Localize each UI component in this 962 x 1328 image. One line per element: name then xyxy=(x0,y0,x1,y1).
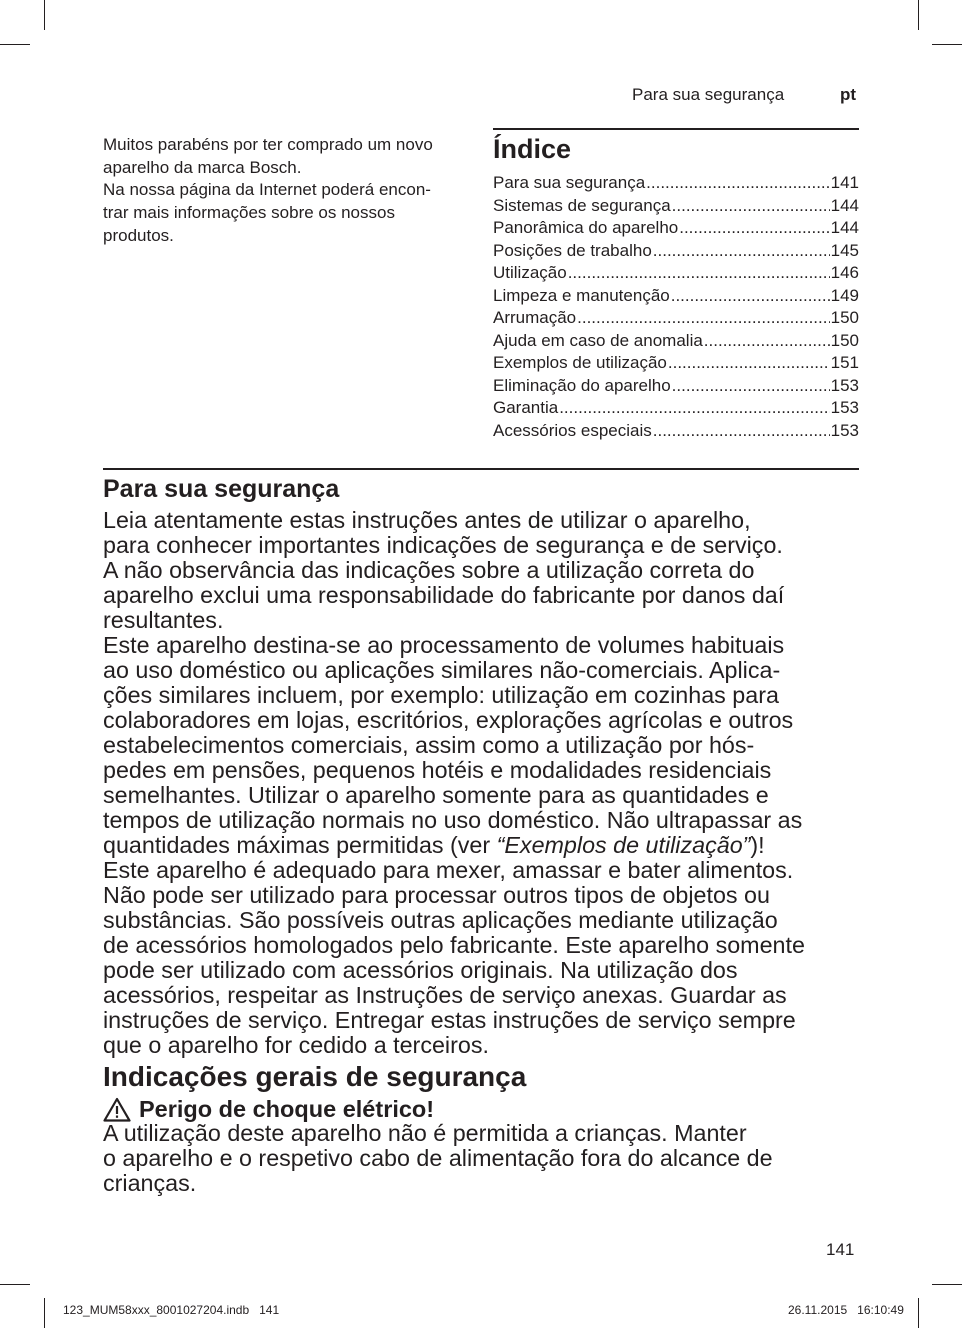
toc-entry[interactable] xyxy=(493,398,859,421)
text-line: colaboradores em lojas, escritórios, explorações agrícolas e outros xyxy=(103,707,794,733)
text-line: substâncias. São possíveis outras aplicações mediante utilização xyxy=(103,907,778,933)
toc-entry-label: Posições de trabalho xyxy=(493,240,652,260)
text-line: pode ser utilizado com acessórios originais. Na utilização dos xyxy=(103,957,738,983)
toc-leader-dots xyxy=(672,196,830,216)
text-line: resultantes. xyxy=(103,607,224,633)
toc-entry[interactable] xyxy=(493,353,859,376)
crop-mark xyxy=(932,44,962,45)
text-line: para conhecer importantes indicações de segurança e de serviço. xyxy=(103,532,783,558)
crop-mark xyxy=(0,1284,30,1285)
text-line: instruções de serviço. Entregar estas instruções de serviço sempre xyxy=(103,1007,796,1033)
toc-entry-label: Sistemas de segurança xyxy=(493,195,671,215)
crop-mark xyxy=(918,1298,919,1328)
text-line: Na nossa página da Internet poderá encon- xyxy=(103,180,431,200)
text-line: Não pode ser utilizado para processar outros tipos de objetos ou xyxy=(103,882,770,908)
text-line xyxy=(103,833,805,858)
text-line: aparelho exclui uma responsabilidade do fabricante por danos daí xyxy=(103,582,785,608)
toc-entry-page: 149 xyxy=(830,285,859,305)
running-header-language: pt xyxy=(840,85,857,104)
running-header-section: Para sua segurança xyxy=(632,85,785,104)
text-line: A utilização deste aparelho não é permitida a crianças. Manter xyxy=(103,1120,747,1146)
toc-entry-label: Exemplos de utilização xyxy=(493,353,667,372)
toc-entry-page: 151 xyxy=(830,353,859,372)
warning-text: Perigo de choque elétrico! xyxy=(139,1096,435,1122)
toc-entry-label: Arrumação xyxy=(493,308,577,327)
text-line: Este aparelho é adequado para mexer, amassar e bater alimentos. xyxy=(103,857,794,883)
toc-entry[interactable] xyxy=(493,218,859,241)
table-of-contents xyxy=(493,128,859,443)
crop-mark xyxy=(44,1298,45,1328)
intro-text xyxy=(103,134,473,248)
toc-title: Índice xyxy=(493,134,572,164)
text-span: )! xyxy=(750,832,765,858)
section-heading: Indicações gerais de segurança xyxy=(103,1061,527,1092)
toc-entry[interactable] xyxy=(493,331,859,354)
text-line: Muitos parabéns por ter comprado um novo xyxy=(103,135,433,154)
text-line: ao uso doméstico ou aplicações similares não-comerciais. Aplica- xyxy=(103,657,781,683)
toc-leader-dots xyxy=(568,263,830,283)
toc-entry-page: 150 xyxy=(830,330,859,350)
text-line: tempos de utilização normais no uso doméstico. Não ultrapassar as xyxy=(103,807,803,833)
toc-entry-page: 153 xyxy=(830,375,859,395)
toc-leader-dots xyxy=(668,353,830,373)
toc-entry[interactable] xyxy=(493,173,859,196)
page-number: 141 xyxy=(826,1240,855,1259)
section-body xyxy=(103,508,805,1058)
text-line: estabelecimentos comerciais, assim como a utilização por hós- xyxy=(103,732,755,758)
crop-mark xyxy=(0,44,30,45)
crop-mark xyxy=(932,1284,962,1285)
toc-entry-page: 145 xyxy=(830,240,859,260)
text-line: A não observância das indicações sobre a utilização correta do xyxy=(103,557,755,583)
toc-entry-page: 144 xyxy=(830,195,859,215)
print-slug-date: 26.11.2015 16:10:49 xyxy=(788,1303,904,1317)
toc-entry[interactable] xyxy=(493,421,859,444)
text-line: pedes em pensões, pequenos hotéis e modalidades residenciais xyxy=(103,757,772,783)
text-line: acessórios, respeitar as Instruções de serviço anexas. Guardar as xyxy=(103,982,787,1008)
toc-entry[interactable] xyxy=(493,286,859,309)
toc-entry-label: Panorâmica do aparelho xyxy=(493,218,679,237)
toc-entry-page: 141 xyxy=(830,173,859,192)
toc-entry-label: Acessórios especiais xyxy=(493,420,652,440)
toc-entry[interactable] xyxy=(493,376,859,399)
toc-entry-label: Limpeza e manutenção xyxy=(493,285,670,305)
text-line: crianças. xyxy=(103,1170,197,1196)
toc-leader-dots xyxy=(671,286,830,306)
toc-leader-dots xyxy=(559,398,829,418)
toc-entry[interactable] xyxy=(493,263,859,286)
toc-leader-dots xyxy=(653,241,830,261)
warning-heading xyxy=(103,1096,434,1123)
text-line: Leia atentamente estas instruções antes de utilizar o aparelho, xyxy=(103,507,751,533)
toc-leader-dots xyxy=(679,218,829,238)
cross-reference: “Exemplos de utilização” xyxy=(496,832,751,858)
toc-entry[interactable] xyxy=(493,241,859,264)
section-body xyxy=(103,1121,773,1196)
toc-entry-page: 153 xyxy=(830,398,859,417)
toc-leader-dots xyxy=(672,376,830,396)
toc-leader-dots xyxy=(704,331,830,351)
text-line: semelhantes. Utilizar o aparelho somente para as quantidades e xyxy=(103,782,769,808)
toc-leader-dots xyxy=(653,421,830,441)
toc-entry-label: Ajuda em caso de anomalia xyxy=(493,330,703,350)
section-heading: Para sua segurança xyxy=(103,475,340,503)
toc-entry-label: Eliminação do aparelho xyxy=(493,375,671,395)
text-line: o aparelho e o respetivo cabo de alimentação fora do alcance de xyxy=(103,1145,773,1171)
text-line: aparelho da marca Bosch. xyxy=(103,157,302,177)
section-divider xyxy=(103,468,859,470)
text-span: quantidades máximas permitidas (ver xyxy=(103,832,497,858)
toc-leader-dots xyxy=(577,308,829,328)
text-line: de acessórios homologados pelo fabricante. Este aparelho somente xyxy=(103,932,805,958)
toc-entry-page: 144 xyxy=(830,218,859,237)
text-line: ções similares incluem, por exemplo: utilização em cozinhas para xyxy=(103,682,779,708)
text-line: produtos. xyxy=(103,225,174,245)
toc-entry-page: 150 xyxy=(830,308,859,327)
crop-mark xyxy=(918,0,919,30)
toc-leader-dots xyxy=(646,173,829,193)
warning-triangle-icon xyxy=(103,1097,131,1122)
text-line: Este aparelho destina-se ao processamento de volumes habituais xyxy=(103,632,785,658)
toc-entry[interactable] xyxy=(493,196,859,219)
print-slug-file: 123_MUM58xxx_8001027204.indb 141 xyxy=(63,1303,280,1317)
toc-entry-page: 153 xyxy=(830,420,859,440)
toc-entry-page: 146 xyxy=(830,263,859,282)
toc-entry[interactable] xyxy=(493,308,859,331)
text-line: que o aparelho for cedido a terceiros. xyxy=(103,1032,489,1058)
toc-entry-label: Utilização xyxy=(493,263,567,282)
text-line: trar mais informações sobre os nossos xyxy=(103,203,395,223)
toc-entry-label: Para sua segurança xyxy=(493,173,646,192)
toc-entry-label: Garantia xyxy=(493,398,559,417)
crop-mark xyxy=(44,0,45,30)
